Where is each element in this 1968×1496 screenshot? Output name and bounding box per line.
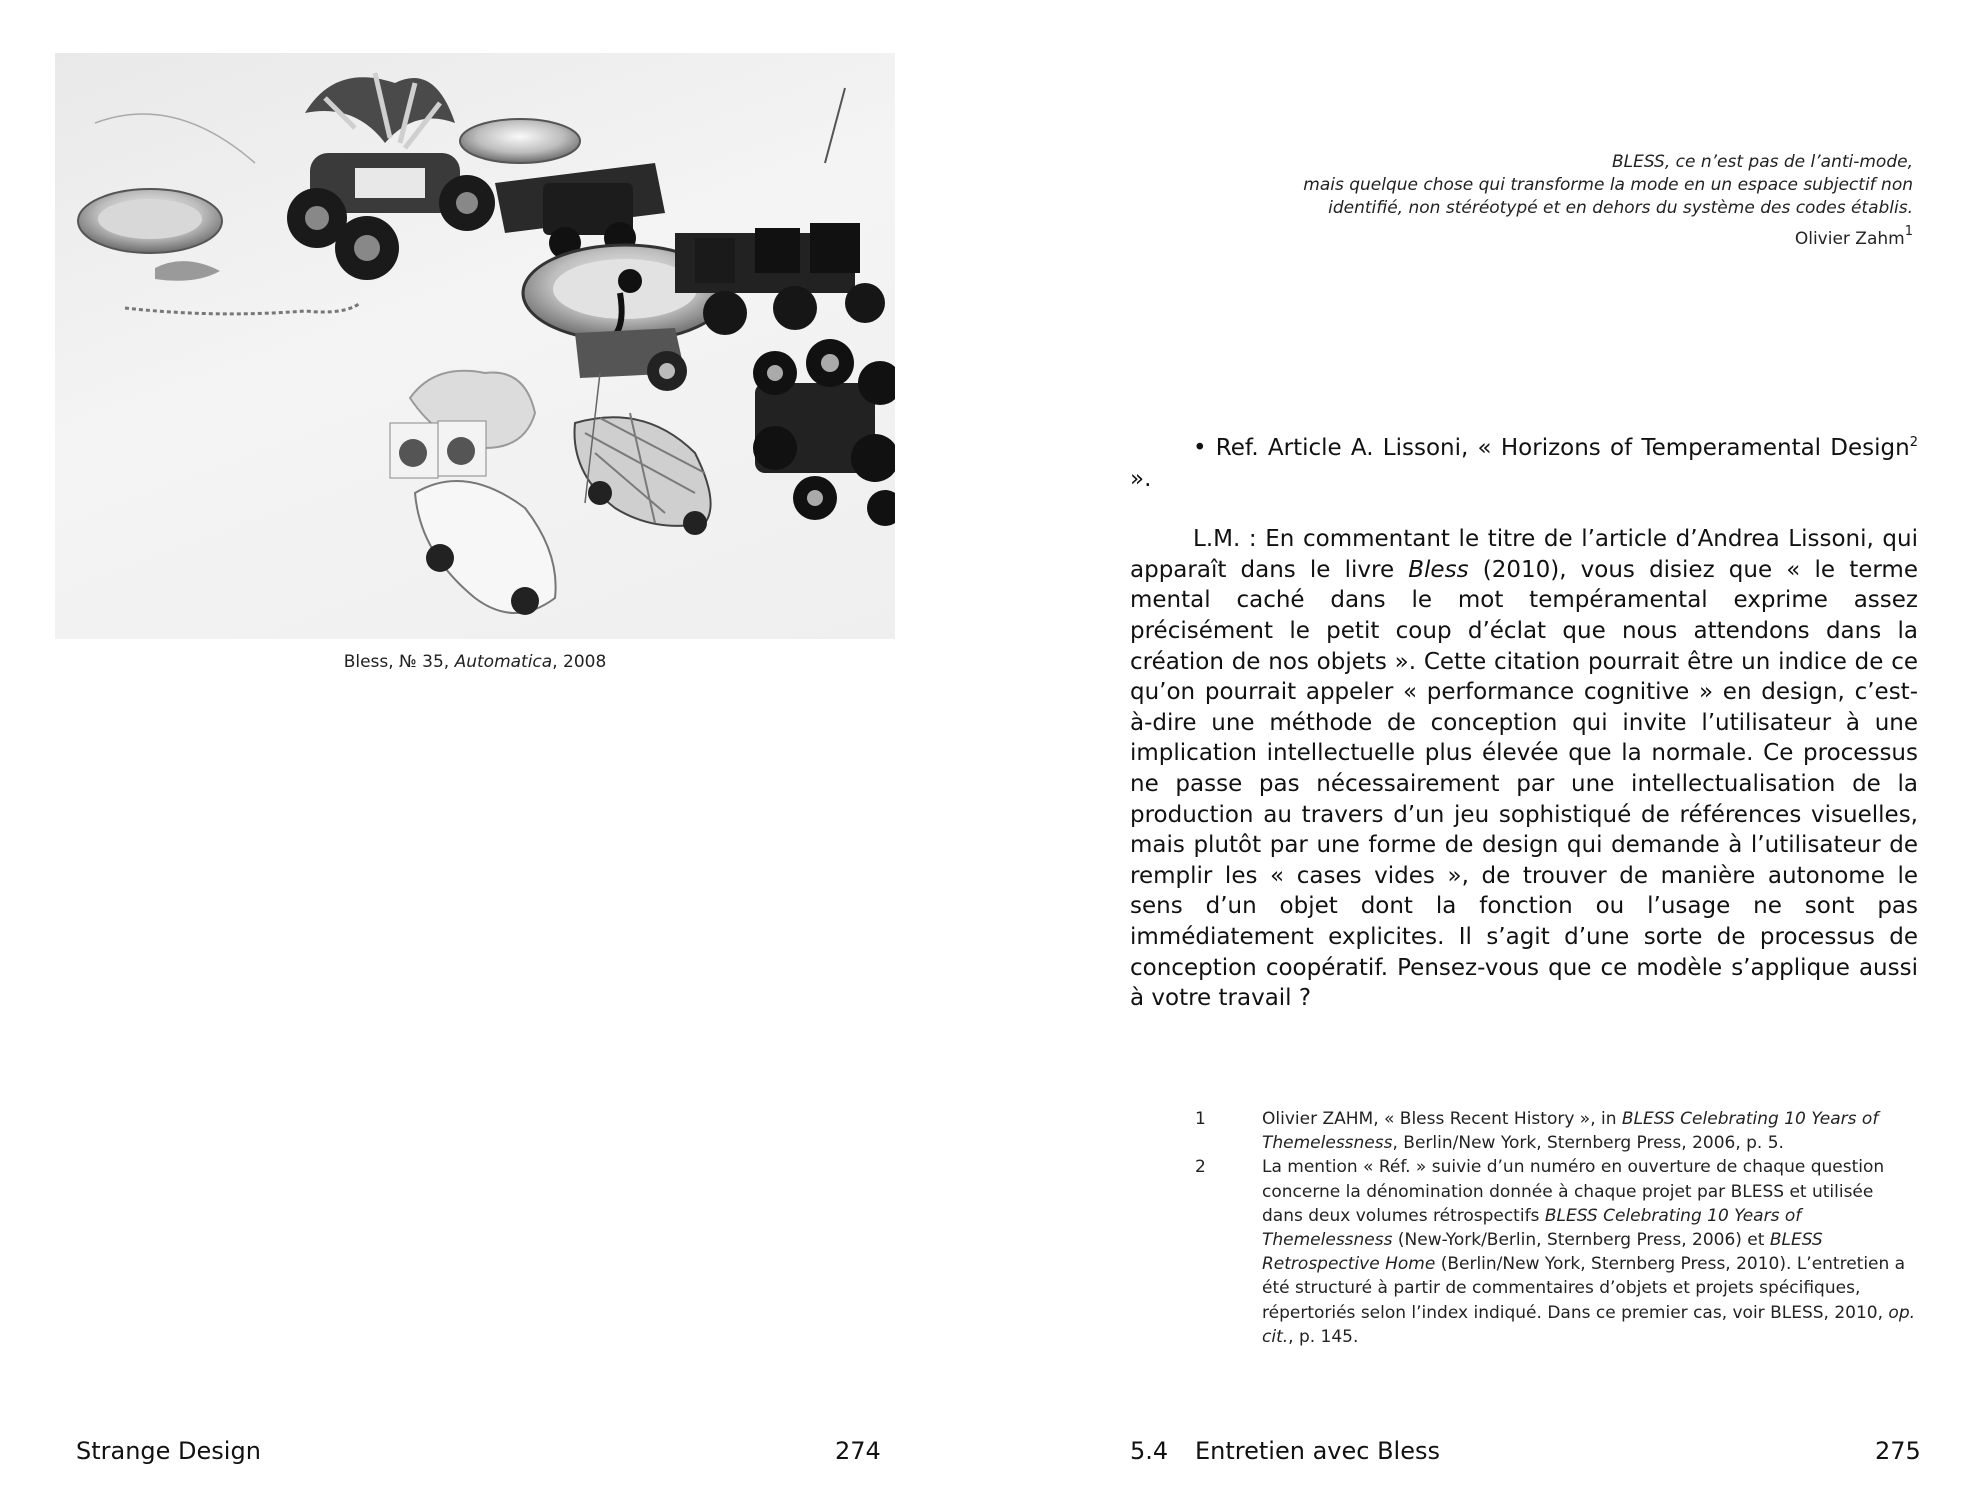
black-trailer <box>675 223 885 335</box>
footnote-1-text-a: Olivier ZAHM, « Bless Recent History », in <box>1262 1109 1622 1129</box>
epigraph-line-3: identifié, non stéréotypé et en dehors du système des codes établis. <box>1328 198 1913 218</box>
footnote-1-number: 1 <box>1195 1109 1206 1129</box>
reference-heading-end: ». <box>1130 465 1152 492</box>
book-title-bless: Bless <box>1408 556 1469 583</box>
white-car-with-cubes <box>390 421 556 615</box>
caption-suffix: , 2008 <box>552 652 607 672</box>
epigraph-line-1 <box>1113 151 1913 174</box>
reference-heading-text: • Ref. Article A. Lissoni, « Horizons of Temperamental Design <box>1193 435 1910 461</box>
question-text-start: L.M. : En commentant le titre de l’article d’Andrea Lissoni, qui apparaît dans le livre <box>1130 526 1918 583</box>
footnote-1-text-b: , Berlin/New York, Sternberg Press, 2006, p. 5. <box>1392 1133 1784 1154</box>
chain <box>125 303 360 314</box>
question-text-rest: (2010), vous disiez que « le terme mental caché dans le mot tempéramental exprime assez précisément le petit coup d’éclat que nous attendons dans la création de nos objets ». Cette citation pourrait être un indice de ce qu’on pourrait appeler « performance cognitive » en design, c’est-à-dire une méthode de conception qui invite l’utilisateur à une implication intellectuelle plus élevée que la normale. Ce processus ne passe pas nécessairement par une intellectualisation de la production au travers d’un jeu sophistiqué de références visuelles, mais plutôt par une forme de design qui demande à l’utilisateur de remplir les « cases vides », de trouver de manière autonome le sens d’un objet dont la fonction ou l’usage ne sont pas immédiatement explicites. Il s’agit d’une sorte de processus de conception coopératif. Pensez-vous que ce modèle s’applique aussi à votre travail ? <box>1130 556 1918 1012</box>
footnote-2 <box>1195 1155 1917 1349</box>
automatica-photo <box>55 53 895 639</box>
toy-arrangement-illustration <box>55 53 895 639</box>
disco-car <box>575 413 711 535</box>
section-number: 5.4 <box>1130 1437 1169 1465</box>
footnotes <box>1195 1107 1917 1349</box>
epigraph-line-1-rest: , ce n’est pas de l’anti-mode, <box>1664 152 1913 172</box>
footnote-2-title-2: BLESS Retrospective Home <box>1262 1230 1823 1275</box>
footnote-2-text-a: La mention « Réf. » suivie d’un numéro en ouverture de chaque question concerne la dénomination donnée à chaque projet par BLESS et utilisée dans deux volumes rétrospectifs <box>1262 1157 1885 1226</box>
page-number-right: 275 <box>1875 1437 1921 1465</box>
footnote-2-op-cit: op. cit. <box>1262 1302 1916 1347</box>
question-paragraph <box>1130 524 1918 1014</box>
wheel-stack-truck <box>753 339 895 526</box>
page-number-left: 274 <box>835 1437 881 1465</box>
epigraph-author <box>1113 220 1913 251</box>
running-title-left: Strange Design <box>76 1437 261 1465</box>
footnote-2-text-d: , p. 145. <box>1288 1326 1359 1347</box>
epigraph-line-2: mais quelque chose qui transforme la mode en un espace subjectif non <box>1303 175 1913 195</box>
footnote-ref-2[interactable]: 2 <box>1909 435 1918 450</box>
footnote-2-text-b: (New-York/Berlin, Sternberg Press, 2006) et <box>1392 1230 1770 1251</box>
caption-prefix: Bless, № 35, <box>343 652 455 672</box>
footnote-2-text-c: (Berlin/New York, Sternberg Press, 2010). L’entretien a été structuré à partir de commentaires d’objets et projets spécifiques, répertoriés selon l’index indiqué. Dans ce premier cas, voir BLESS, 2010, <box>1262 1254 1906 1323</box>
footnote-2-title-1: BLESS Celebrating 10 Years of Themelessness <box>1262 1205 1802 1251</box>
footnote-ref-1[interactable]: 1 <box>1904 224 1913 239</box>
photo-caption <box>55 652 895 672</box>
reference-heading <box>1130 428 1918 494</box>
caption-title: Automatica <box>454 652 553 672</box>
footnote-2-number: 2 <box>1195 1157 1206 1178</box>
interview-body <box>1130 428 1918 1044</box>
running-title-right: Entretien avec Bless <box>1195 1437 1440 1465</box>
plant-truck <box>287 73 495 280</box>
epigraph-bless: BLESS <box>1611 152 1665 172</box>
epigraph <box>1113 151 1913 251</box>
epigraph-author-name: Olivier Zahm <box>1794 229 1905 249</box>
footnote-1 <box>1195 1107 1917 1155</box>
footnote-1-title: BLESS Celebrating 10 Years of Themelessness <box>1262 1109 1879 1154</box>
